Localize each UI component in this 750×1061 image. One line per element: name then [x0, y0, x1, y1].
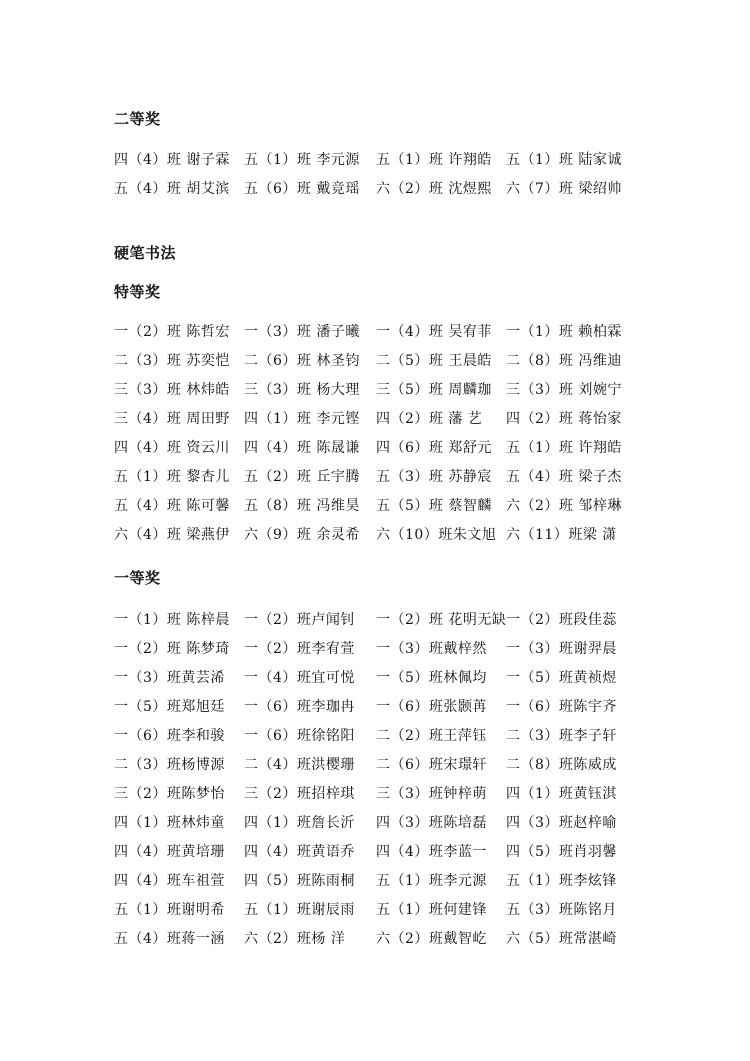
award-entry: 六（2）班杨 洋 [244, 931, 346, 947]
award-entry: 五（1）班 许翔皓 [506, 440, 622, 456]
award-entry: 三（5）班 周麟珈 [376, 382, 492, 398]
list-row [114, 900, 634, 929]
award-entry: 五（1）班李炫锋 [506, 873, 617, 889]
award-entry: 二（6）班 林圣钧 [244, 353, 360, 369]
award-entry: 四（6）班 郑舒元 [376, 440, 492, 456]
award-entry: 六（2）班戴智屹 [376, 931, 487, 947]
section-heading-second-prize: 二等奖 [114, 110, 161, 128]
award-entry: 一（2）班 花明无缺 [376, 612, 507, 628]
award-entry: 四（2）班 藩 艺 [376, 411, 483, 427]
list-row [114, 409, 634, 438]
award-entry: 五（6）班 戴竞瑶 [244, 181, 360, 197]
first-prize-list [114, 610, 634, 958]
award-entry: 一（6）班李珈冉 [244, 699, 355, 715]
award-entry: 二（4）班洪樱珊 [244, 757, 355, 773]
award-entry: 六（10）班朱文旭 [376, 527, 497, 543]
award-entry: 一（2）班卢闻钊 [244, 612, 355, 628]
award-entry: 五（1）班何建锋 [376, 902, 487, 918]
award-entry: 三（3）班 刘婉宁 [506, 382, 622, 398]
award-entry: 一（6）班李和骏 [114, 728, 225, 744]
award-entry: 五（1）班 许翔皓 [376, 152, 492, 168]
award-entry: 六（2）班 邹梓琳 [506, 498, 622, 514]
award-entry: 一（6）班陈宇齐 [506, 699, 617, 715]
list-row [114, 380, 634, 409]
list-row [114, 813, 634, 842]
award-entry: 一（5）班林佩均 [376, 670, 487, 686]
award-entry: 五（2）班 丘宇腾 [244, 469, 360, 485]
award-entry: 二（3）班杨博源 [114, 757, 225, 773]
award-entry: 三（2）班陈梦怡 [114, 786, 225, 802]
list-row [114, 525, 634, 554]
award-entry: 四（5）班陈雨桐 [244, 873, 355, 889]
list-row [114, 755, 634, 784]
award-entry: 五（1）班 李元源 [244, 152, 360, 168]
award-entry: 四（3）班赵梓喻 [506, 815, 617, 831]
award-entry: 一（3）班戴梓然 [376, 641, 487, 657]
award-entry: 一（2）班李宥萱 [244, 641, 355, 657]
list-row [114, 438, 634, 467]
award-entry: 五（5）班 蔡智麟 [376, 498, 492, 514]
award-entry: 五（4）班 胡艾滨 [114, 181, 230, 197]
award-entry: 五（4）班 陈可馨 [114, 498, 230, 514]
award-entry: 一（3）班 潘子曦 [244, 324, 360, 340]
award-entry: 四（4）班李蓝一 [376, 844, 487, 860]
award-entry: 五（1）班 陆家诚 [506, 152, 622, 168]
award-entry: 五（3）班 苏静宸 [376, 469, 492, 485]
award-entry: 六（9）班 余灵希 [244, 527, 360, 543]
award-entry: 六（5）班常湛崎 [506, 931, 617, 947]
list-row [114, 322, 634, 351]
award-entry: 二（3）班李子轩 [506, 728, 617, 744]
section-heading-first-prize: 一等奖 [114, 569, 161, 587]
list-row [114, 150, 634, 179]
award-entry: 二（6）班宋璟轩 [376, 757, 487, 773]
award-entry: 三（4）班 周田野 [114, 411, 230, 427]
award-entry: 二（2）班王萍钰 [376, 728, 487, 744]
award-entry: 四（4）班车祖萱 [114, 873, 225, 889]
list-row [114, 179, 634, 208]
category-heading-hard-pen-calligraphy: 硬笔书法 [114, 244, 177, 262]
list-row [114, 467, 634, 496]
award-entry: 一（4）班 吴宥菲 [376, 324, 492, 340]
award-entry: 一（1）班 陈梓晨 [114, 612, 230, 628]
award-entry: 一（2）班 陈哲宏 [114, 324, 230, 340]
award-entry: 三（3）班 杨大理 [244, 382, 360, 398]
award-entry: 一（6）班徐铭阳 [244, 728, 355, 744]
list-row [114, 871, 634, 900]
list-row [114, 639, 634, 668]
award-entry: 三（2）班招梓琪 [244, 786, 355, 802]
award-entry: 一（2）班 陈梦琦 [114, 641, 230, 657]
award-entry: 二（8）班陈威成 [506, 757, 617, 773]
award-entry: 三（3）班 林炜皓 [114, 382, 230, 398]
award-entry: 四（5）班肖羽馨 [506, 844, 617, 860]
award-entry: 六（11）班梁 潇 [506, 527, 617, 543]
second-prize-list [114, 150, 634, 208]
award-entry: 四（4）班 资云川 [114, 440, 230, 456]
special-prize-list [114, 322, 634, 554]
list-row [114, 929, 634, 958]
award-entry: 五（1）班 黎杏儿 [114, 469, 230, 485]
award-entry: 四（4）班 谢子霖 [114, 152, 230, 168]
award-entry: 三（3）班钟梓萌 [376, 786, 487, 802]
award-entry: 四（1）班林炜童 [114, 815, 225, 831]
award-entry: 六（4）班 梁燕伊 [114, 527, 230, 543]
list-row [114, 610, 634, 639]
award-entry: 五（3）班陈铭月 [506, 902, 617, 918]
award-entry: 四（1）班 李元铿 [244, 411, 360, 427]
award-entry: 四（2）班 蒋怡家 [506, 411, 622, 427]
award-entry: 一（3）班黄芸浠 [114, 670, 225, 686]
award-entry: 五（1）班谢辰雨 [244, 902, 355, 918]
award-entry: 四（4）班黄培珊 [114, 844, 225, 860]
award-entry: 五（8）班 冯维昊 [244, 498, 360, 514]
award-entry: 一（3）班谢羿晨 [506, 641, 617, 657]
award-entry: 一（5）班郑旭廷 [114, 699, 225, 715]
award-entry: 五（4）班蒋一涵 [114, 931, 225, 947]
award-entry: 一（1）班 赖柏霖 [506, 324, 622, 340]
award-entry: 四（1）班詹长沂 [244, 815, 355, 831]
award-entry: 一（6）班张颢苒 [376, 699, 487, 715]
section-heading-special-prize: 特等奖 [114, 283, 161, 301]
list-row [114, 697, 634, 726]
award-entry: 六（2）班 沈煜熙 [376, 181, 492, 197]
award-entry: 二（8）班 冯维迪 [506, 353, 622, 369]
list-row [114, 726, 634, 755]
list-row [114, 784, 634, 813]
award-entry: 四（3）班陈培磊 [376, 815, 487, 831]
award-entry: 一（2）班段佳蕊 [506, 612, 617, 628]
award-entry: 二（3）班 苏奕恺 [114, 353, 230, 369]
award-entry: 二（5）班 王晨皓 [376, 353, 492, 369]
award-entry: 五（1）班李元源 [376, 873, 487, 889]
award-entry: 五（4）班 梁子杰 [506, 469, 622, 485]
award-entry: 四（4）班黄语乔 [244, 844, 355, 860]
award-entry: 六（7）班 梁绍帅 [506, 181, 622, 197]
list-row [114, 668, 634, 697]
award-entry: 一（4）班宜可悦 [244, 670, 355, 686]
award-entry: 四（4）班 陈晟谦 [244, 440, 360, 456]
award-entry: 一（5）班黄祯煜 [506, 670, 617, 686]
list-row [114, 351, 634, 380]
list-row [114, 842, 634, 871]
list-row [114, 496, 634, 525]
award-entry: 四（1）班黄钰淇 [506, 786, 617, 802]
award-entry: 五（1）班谢明希 [114, 902, 225, 918]
